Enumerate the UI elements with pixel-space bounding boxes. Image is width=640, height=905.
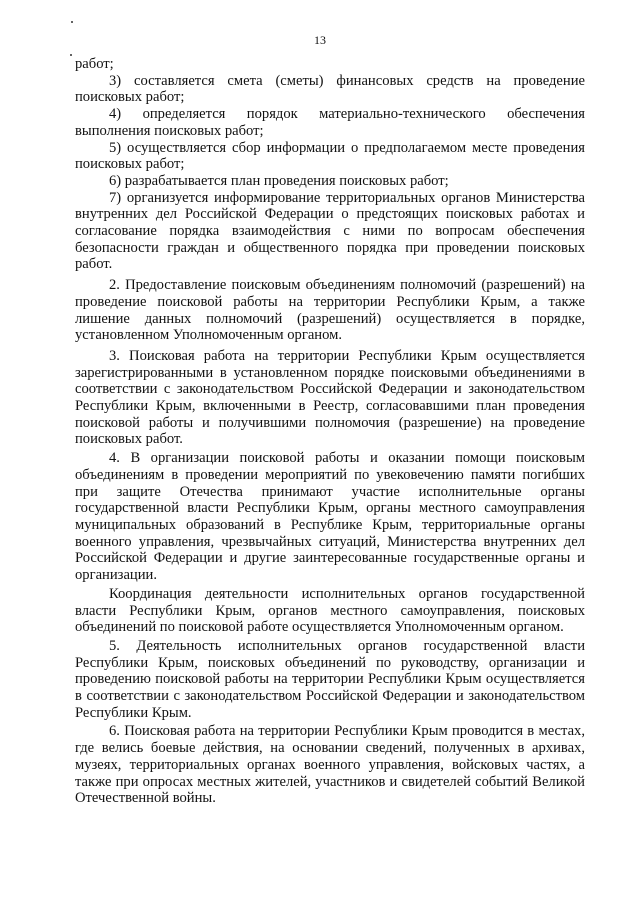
list-item-4: 4) определяется порядок материально-технического обеспечения выполнения поисковых работ; [75,106,585,139]
coordination-paragraph: Координация деятельности исполнительных органов государственной власти Республики Крым, органов местного самоуправления, поисковых объединений по поисковой работе осуществляется Уполномоченным органом. [75,585,585,636]
list-item-3: 3) составляется смета (сметы) финансовых средств на проведение поисковых работ; [75,72,585,106]
paragraph-continuation: работ; [75,56,114,72]
page-number: 13 [314,33,326,47]
scan-speck-top [71,21,73,23]
section-5-paragraph: 5. Деятельность исполнительных органов государственной власти Республики Крым, поисковых объединений по руководству, организации и проведению поисковой работы на территории Республики Крым осуществляется в соответствии с законодательством Российской Федерации и законодательством Республики Крым. [75,637,585,721]
scan-speck-left [70,54,72,56]
section-4-paragraph: 4. В организации поисковой работы и оказании помощи поисковым объединениям в проведении мероприятий по увековечению памяти погибших при защите Отечества принимают участие исполнительные органы государственной власти Республики Крым, органы местного самоуправления муниципальных образований в Республике Крым, территориальные органы военного управления, чрезвычайных ситуаций, Министерства внутренних дел Российской Федерации и другие заинтересованные государственные органы и организации. [75,450,585,584]
document-body [75,56,585,807]
section-2-paragraph: 2. Предоставление поисковым объединениям полномочий (разрешений) на проведение поисковой работы на территории Республики Крым, а также лишение данных полномочий (разрешений) осуществляется в порядке, установленном Уполномоченным органом. [75,277,585,344]
section-3-paragraph: 3. Поисковая работа на территории Республики Крым осуществляется зарегистрированными в установленном порядке поисковыми объединениями в соответствии с законодательством Российской Федерации и законодательством Республики Крым, включенными в Реестр, согласовавшими план проведения поисковой работы и получившими полномочия (разрешение) на проведение поисковых работ. [75,347,585,448]
list-item-7: 7) организуется информирование территориальных органов Министерства внутренних дел Российской Федерации о предстоящих поисковых работах и согласование порядка взаимодействия с ними по вопросам обеспечения безопасности граждан и общественного порядка при проведении поисковых работ. [75,189,585,273]
section-6-paragraph: 6. Поисковая работа на территории Республики Крым проводится в местах, где велись боевые действия, на основании сведений, полученных в архивах, музеях, территориальных органах военного управления, войсковых частях, а также при опросах местных жителей, участников и свидетелей событий Великой Отечественной войны. [75,723,585,807]
list-item-6: 6) разрабатывается план проведения поисковых работ; [109,172,449,189]
list-item-5: 5) осуществляется сбор информации о предполагаемом месте проведения поисковых работ; [75,139,585,173]
